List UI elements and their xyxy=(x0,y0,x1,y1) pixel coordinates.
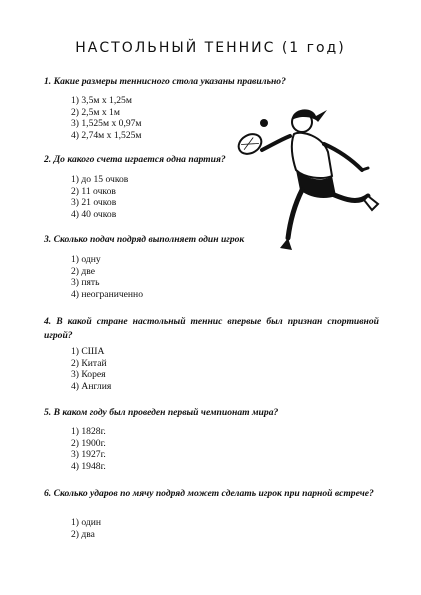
question-1-option-4: 4) 2,74м x 1,525м xyxy=(71,129,142,141)
question-5-text: 5. В каком году был проведен первый чемпионат мира? xyxy=(44,407,279,418)
question-3-options xyxy=(71,254,143,300)
question-2-options xyxy=(71,174,128,220)
question-3-option-3: 3) пять xyxy=(71,277,100,288)
question-2-option-2: 2) 11 очков xyxy=(71,185,116,197)
question-4-option-1: 1) США xyxy=(71,346,105,357)
question-5-options xyxy=(71,426,106,472)
question-2-option-1: 1) до 15 очков xyxy=(71,174,129,185)
question-4-option-4: 4) Англия xyxy=(71,380,112,392)
question-2-text: 2. До какого счета играется одна партия? xyxy=(44,154,226,165)
question-4-option-2: 2) Китай xyxy=(71,357,107,369)
question-1-option-3: 3) 1,525м x 0,97м xyxy=(71,118,142,129)
question-4-text: 4. В какой стране настольный теннис впервые был признан спортивной игрой? xyxy=(44,316,379,341)
question-5-option-1: 1) 1828г. xyxy=(71,426,106,437)
question-1-options xyxy=(71,95,142,141)
question-1-text: 1. Какие размеры теннисного стола указаны правильно? xyxy=(44,76,286,87)
table-tennis-player-icon xyxy=(232,100,382,260)
question-2-option-4: 4) 40 очков xyxy=(71,208,117,220)
question-6-options xyxy=(71,517,101,540)
question-3-text: 3. Сколько подач подряд выполняет один игрок xyxy=(44,234,245,245)
question-1-option-2: 2) 2,5м x 1м xyxy=(71,106,120,118)
question-6-option-2: 2) два xyxy=(71,528,95,540)
question-3-option-1: 1) одну xyxy=(71,254,101,265)
page-title: НАСТОЛЬНЫЙ ТЕННИС (1 год) xyxy=(75,40,346,56)
question-4-option-3: 3) Корея xyxy=(71,369,106,380)
question-5-option-3: 3) 1927г. xyxy=(71,449,106,460)
question-3-option-2: 2) две xyxy=(71,265,96,277)
question-2-option-3: 3) 21 очков xyxy=(71,197,117,208)
question-3-option-4: 4) неограниченно xyxy=(71,288,143,300)
question-6-option-1: 1) один xyxy=(71,517,102,528)
question-4-options xyxy=(71,346,111,392)
question-5-option-4: 4) 1948г. xyxy=(71,460,106,472)
question-5-option-2: 2) 1900г. xyxy=(71,437,106,449)
question-1-option-1: 1) 3,5м x 1,25м xyxy=(71,95,132,106)
question-6-text: 6. Сколько ударов по мячу подряд может сделать игрок при парной встрече? xyxy=(44,488,374,499)
